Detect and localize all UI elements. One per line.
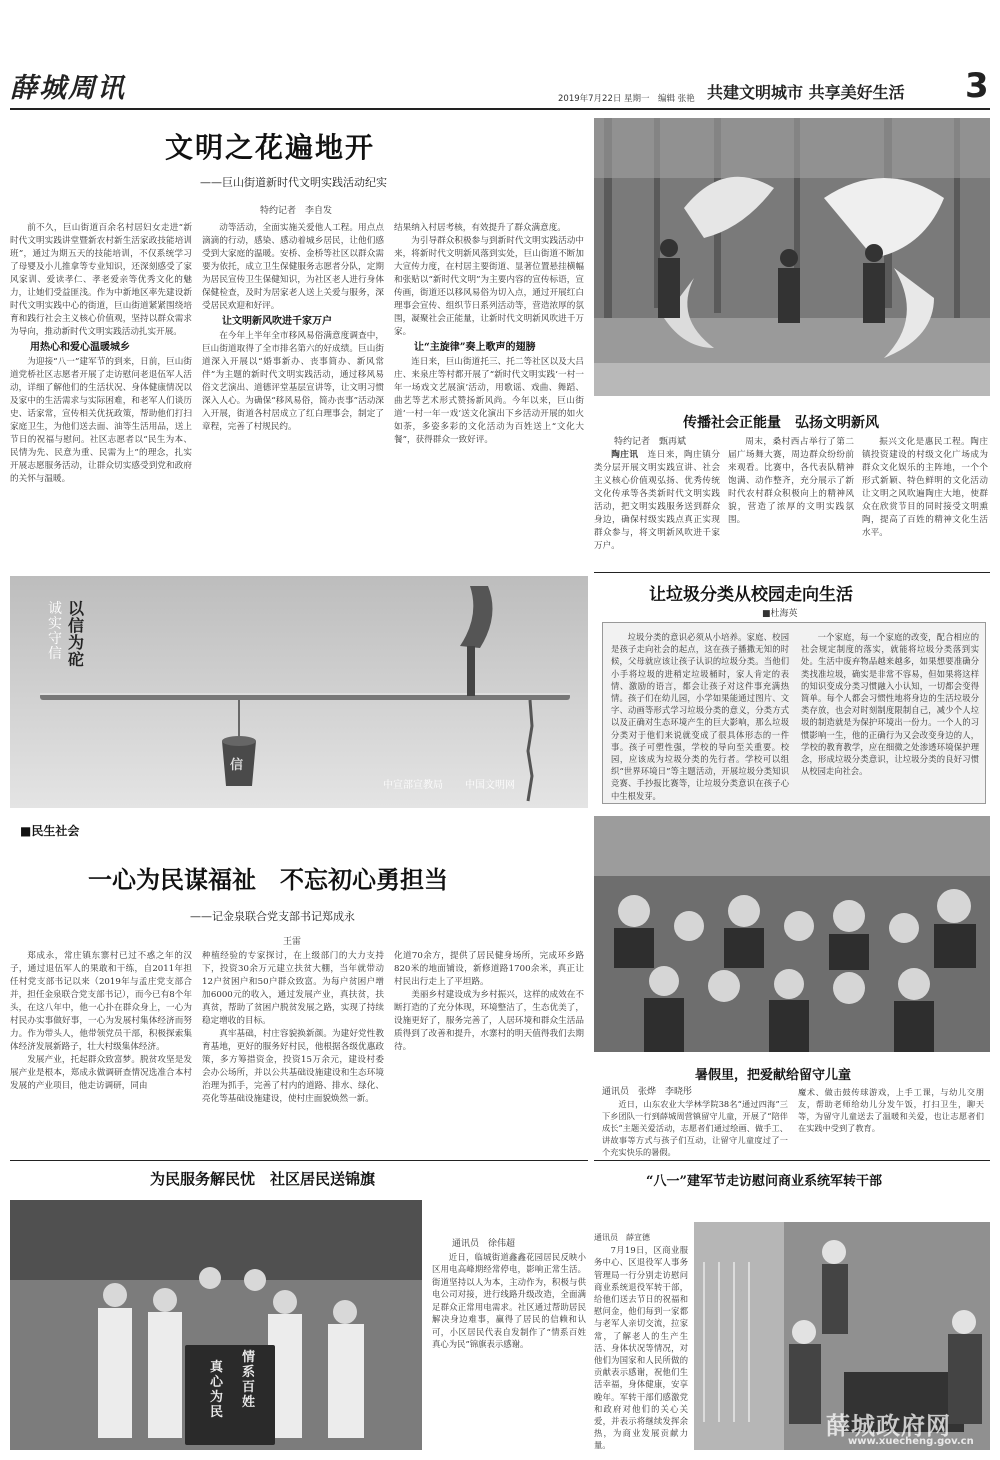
poster-integrity xyxy=(10,576,588,808)
article-civilization xyxy=(10,114,588,580)
paragraph: 发展产业，托起群众致富梦。脱贫攻坚是发展产业是根本，郑成永做调研查情况选准合本村发展的产业项目，他走访调研，同由 xyxy=(10,1055,192,1091)
photo-caption: 传播社会正能量 弘扬文明新风 xyxy=(683,415,879,431)
paragraph: 为引导群众积极参与到新时代文明实践活动中来，将新时代文明新风落到实处，巨山街道不断加大宣传力度，在村居主要街道、显著位置悬挂横幅和张贴以“新时代文明”为主要内容的宣传标语，宣传画，街道还以移风易俗为切入点，通过开展红白理事会宣传、组织节日系列活动等，营造浓厚的氛围，凝聚社会正能量，让新时代文明新风吹进千万家。 xyxy=(394,236,584,337)
garbage-column-1 xyxy=(611,631,789,799)
children-column-1 xyxy=(602,1086,788,1157)
paragraph: 在今年上半年全市移风易俗满意度调查中，巨山街道取得了全市排名第六的好成绩。巨山街道深入开展以“婚事新办、丧事简办、新风常伴”为主题的新时代文明实践活动，通过移风易俗文艺演出、道德评堂基层宣讲等，让文明习惯深入人心。为确保“移风易俗，简办丧事”活动深入开展，街道各村居成立了红白理事会，制定了章程，完善了村规民约。 xyxy=(202,331,384,432)
masthead-editor: 编辑 张艳 xyxy=(658,94,695,104)
box-top-rule xyxy=(10,1160,588,1161)
photo-report xyxy=(594,436,990,572)
paragraph: 连日来，陶庄镇分类分层开展文明实践宣讲、社会主义核心价值观弘扬、优秀传统文化传承等各类新时代文明实践活动，把文明实践服务送到群众身边，确保村级实践点真正实现群众参与，将文明新风吹进千家万户。 xyxy=(594,450,720,551)
paragraph: 一个家庭，每一个家庭的改变，配合相应的社会规定制度的落实，就能将垃圾分类落到实处。生活中废弃物品越来越多，如果想要准确分类找准垃圾，确实是非常不容易，但如果将这样的知识变成分类习惯融入小认知，一切都会变得简单。每个人都会习惯性地将身边的生活垃圾分类存放，也会对时刻制度限制自己，减少个人垃圾的制造就是为保护环境出一份力。一个人的习惯影响一生，他的正确行为又会改变身边的人，学校的教育教学，应在细微之处渗透环境保护理念，形成垃圾分类意识，让垃圾分类的良好习惯从校园走向社会。 xyxy=(801,632,979,777)
article-party-secretary xyxy=(10,816,588,1138)
report-dateline: 陶庄讯 xyxy=(611,450,639,460)
banner-byline: 通讯员 徐伟超 xyxy=(452,1239,516,1249)
watermark-url: www.xuecheng.gov.cn xyxy=(848,1436,974,1447)
photo-dancers xyxy=(594,118,990,396)
article-title: 文明之花遍地开 xyxy=(165,131,376,164)
report-byline: 特约记者 甄再斌 xyxy=(614,437,687,447)
veterans-report xyxy=(594,1232,688,1451)
paragraph: 魔术、做击鼓传球游戏，上手工课，与幼儿交朋友，帮助老师给幼儿分发午饭，打扫卫生，聊天等，为留守儿童送去了温暖和关爱，也让志愿者们在实践中受到了教育。 xyxy=(798,1087,984,1133)
article-column-2 xyxy=(202,222,384,580)
children-report xyxy=(594,1086,990,1157)
garbage-title: 让垃圾分类从校园走向生活 xyxy=(649,585,853,605)
garbage-column-2 xyxy=(801,631,979,799)
paragraph: 为迎接“八一”建军节的到来，日前，巨山街道党桥社区志愿者开展了走访慰问老退伍军人活动，详细了解他们的生活状况、身体健康情况以及家中的生活需求与实际困难，和老军人们谈历史、话家常，宣传相关优抚政策，帮助他们打扫家庭卫生，为他们送去面、油等生活用品，送上节日的祝福与慰问。社区志愿者以“民生为本、民情为先、民意为重、民需为上”的理念，扎实开展志愿服务活动，让群众切实感受到党和政府的关怀与温暖。 xyxy=(10,357,192,484)
paragraph: 动等活动，全面实施关爱他人工程。用点点滴滴的行动，感染、感动着城乡居民，让他们感受到大家庭的温暖。安桥、金桥等社区以群众需要为依托，成立卫生保健服务志愿者分队，定期为居民宣传卫生保健知识，为社区老人进行身体保健检查，及时为居家老人送上关爱与服务，深受居民欢迎和好评。 xyxy=(202,223,384,311)
secretary-column-2 xyxy=(202,950,384,1136)
paragraph: 郑成永，常庄镇东寨村已过不惑之年的汉子，通过退伍军人的果敢和干练，自2011年担任村党支部书记以来（2019年与孟庄党支部合并，担任金泉联合党支部书记），而今已有8个年头，在这八年中，他一心扑在群众身上，一心为村民办实事做好事，一心为发展村集体经济而努力。作为带头人，他带领党员干部，积极探索集体经济发展新路子，壮大村级集体经济。 xyxy=(10,951,192,1052)
box-top-rule xyxy=(594,572,990,573)
photo-children xyxy=(594,816,990,1052)
report-column-1 xyxy=(594,436,720,568)
banner-article-title: 为民服务解民忧 社区居民送锦旗 xyxy=(150,1170,376,1188)
masthead xyxy=(10,66,990,110)
secretary-column-1 xyxy=(10,950,192,1136)
paragraph: 前不久，巨山街道百余名村居妇女走进“新时代文明实践讲堂暨新农村新生活家政技能培训班”，通过为期五天的技能培训，不仅系统学习了母婴及小儿推拿等专业知识，还深刻感受了家风家训、爱读孝仁、孝老爱亲等优秀文化的魅力，让她们受益匪浅。作为中新地区率先建设新时代文明实践中心的街道，巨山街道紧紧围绕培育和践行社会主义核心价值观，坚持以群众需求为导向，推动新时代文明实践活动扎实开展。 xyxy=(10,223,192,337)
report-column-3 xyxy=(862,436,988,568)
article-garbage xyxy=(594,572,990,808)
paragraph: 种植经验的专家探讨，在上级部门的大力支持下，投资30余万元建立扶贫大棚，当年就带动12户贫困户和50户群众致富。为每户贫困户增加6000元的收入，通过发展产业，真扶贫，扶真贫，帮助了贫困户脱贫发展之路，实现了持续稳定增收的目标。 xyxy=(202,951,384,1026)
paragraph: 美丽乡村建设成为乡村振兴，这样的成效在不断打造的了充分体现，环境整洁了，生态优美了，设施更好了，服务完善了，人居环境和群众生活品质得到了改善和提升，水寨村的明天值得我们去期待。 xyxy=(394,990,584,1052)
children-caption: 暑假里，把爱献给留守儿童 xyxy=(695,1068,852,1083)
paragraph: 连日来，巨山街道托三、托二等社区以及大吕庄、来泉庄等村都开展了“新时代文明实践‘一村一年一场戏文艺展演’活动，用歌谣、戏曲、舞蹈、曲艺等艺术形式赞扬新风尚。今年以来，巨山街道‘一村一年一戏’送文化演出下乡活动开展的如火如荼，多姿多彩的文化活动为百姓送上“文化大餐”，获得群众一致好评。 xyxy=(394,357,584,445)
subheading: 让文明新风吹进千家万户 xyxy=(222,316,332,327)
dancers-illustration xyxy=(594,118,990,396)
children-column-2 xyxy=(798,1086,984,1148)
paragraph: 周末，桑村西占举行了第二届广场舞大赛，周边群众纷纷前来观看。比赛中，各代表队精神饱满、动作整齐，充分展示了新时代农村群众积极向上的精神风貌，营造了浓厚的文明实践氛围。 xyxy=(728,437,854,525)
children-byline: 通讯员 张烨 李晓彤 xyxy=(602,1087,693,1097)
veterans-byline: 通讯员 薛宣德 xyxy=(594,1233,650,1242)
garbage-byline: ■杜海英 xyxy=(762,609,798,619)
garbage-text-box xyxy=(602,622,986,804)
secretary-subtitle: ——记金泉联合党支部书记郑成永 xyxy=(190,910,355,923)
box-top-rule xyxy=(594,1160,990,1161)
paragraph: 振兴文化是惠民工程。陶庄镇投资建设的村级文化广场成为群众文化娱乐的主阵地，一个个形式新颖、特色鲜明的文化活动让文明之风吹遍陶庄大地，使群众在欣赏节目的同时接受文明熏陶，提高了百姓的精神文化生活水平。 xyxy=(862,437,988,538)
subheading: 用热心和爱心温暖城乡 xyxy=(30,342,130,353)
paragraph: 垃圾分类的意识必须从小培养。家庭、校园是孩子走向社会的起点，这在孩子播撒无知的时候，父母就应该让孩子认识的垃圾分类。当他们小手将垃圾的进稍定垃圾桶时，家人肯定的表情、激励的语言，都会让孩子对这件事充满热情。孩子们在幼儿园，小学如果能通过图片、文字、动画等形式学习垃圾分类的意义，分类方式以及正确对生态环境产生的巨大影响，那么垃圾分类对于他们来说就变成了很具体形态的一件事。孩子可塑性强，学校的导向至关重要。校园，应该成为垃圾分类的先行者。学校可以组织“世界环境日”等主题活动，开展垃圾分类知识竞赛、手抄报比赛等，让垃圾分类意识在孩子心中生根发芽。 xyxy=(611,632,789,801)
watermark-site: 薛城政府网 xyxy=(826,1412,951,1440)
masthead-slogan: 共建文明城市 共享美好生活 xyxy=(707,83,905,102)
poster-line-2: 诚实守信 xyxy=(48,601,62,662)
banner-right-text: 情系百姓 xyxy=(242,1350,256,1410)
paragraph: 结果纳入村居考核，有效提升了群众满意度。 xyxy=(394,223,566,233)
page-number: 3 xyxy=(965,66,989,106)
article-column-3 xyxy=(394,222,584,580)
report-column-2 xyxy=(728,436,854,568)
masthead-rule xyxy=(10,108,990,110)
masthead-logo: 薛城周讯 xyxy=(10,73,126,104)
secretary-column-3 xyxy=(394,950,584,1136)
poster-weight-glyph: 信 xyxy=(230,758,244,773)
paragraph: 真牢基础，村庄容貌换新颜。为建好党性教育基地，更好的服务好村民，他根据各级优惠政策，多方筹措资金，投资15万余元，建设村委会办公场所，并以公共基础设施建设和生态环境治理为抓手，完善了村内的道路、排水、绿化、亮化等基础设施建设，使村庄面貌焕然一新。 xyxy=(202,1029,384,1104)
banner-report xyxy=(432,1238,595,1448)
article-column-1 xyxy=(10,222,192,580)
poster-line-1: 以信为砣 xyxy=(68,599,85,669)
paragraph: 化道70余方，提供了居民健身场所，完成环乡路820米的地面铺设，新修道路1700余米，真正让村民出行走上了平坦路。 xyxy=(394,951,584,987)
scale-illustration xyxy=(10,576,588,808)
banner-left-text: 真心为民 xyxy=(210,1360,224,1420)
secretary-byline: 王雷 xyxy=(283,937,302,947)
paragraph: 近日，山东农业大学林学院38名“通过四海”三下乡团队一行到薛城周营镇留守儿童，开展了“陪伴成长”主题关爱活动，志愿者们通过绘画、做手工、讲故事等方式与孩子们互动，让留守儿童度过了一个充实快乐的暑假。 xyxy=(602,1099,788,1157)
poster-credit-2: 中国文明网 xyxy=(465,780,515,791)
photo-banner xyxy=(10,1200,422,1450)
paragraph: 近日，临城街道鑫鑫花园居民反映小区用电高峰期经常停电，影响正常生活。街道坚持以人为本，主动作为，积极与供电公司对接，进行线路升级改造，全面满足群众正常用电需求。社区通过帮助居民解决身边难事，赢得了居民的信赖和认可，小区居民代表自发制作了“情系百姓 真心为民”锦旗表示感谢。 xyxy=(432,1251,595,1349)
article-subtitle: ——巨山街道新时代文明实践活动纪实 xyxy=(200,176,387,189)
paragraph: 7月19日，区商业服务中心、区退役军人事务管理局一行分别走访慰问商业系统退役军转干部，给他们送去节日的祝福和慰问金，他们每到一家都与老军人亲切交流，拉家常，了解老人的生产生活、身体状况等情况，对他们为国家和人民所做的贡献表示感谢，祝他们生活幸福，身体健康，安享晚年。军转干部们感激党和政府对他们的关心关爱，并表示将继续发挥余热，为商业发展贡献力量。 xyxy=(594,1245,688,1451)
subheading: 让“主旋律”奏上歌声的翅膀 xyxy=(414,342,536,353)
section-label: ■民生社会 xyxy=(20,824,80,838)
article-banner xyxy=(10,1160,595,1450)
secretary-title: 一心为民谋福祉 不忘初心勇担当 xyxy=(88,865,448,894)
masthead-date: 2019年7月22日 星期一 xyxy=(558,94,650,104)
veterans-title: “八一”建军节走访慰问商业系统军转干部 xyxy=(646,1174,882,1189)
article-byline: 特约记者 李自发 xyxy=(260,206,333,216)
poster-credit-1: 中宣部宣教局 xyxy=(383,780,443,791)
children-illustration xyxy=(594,816,990,1052)
